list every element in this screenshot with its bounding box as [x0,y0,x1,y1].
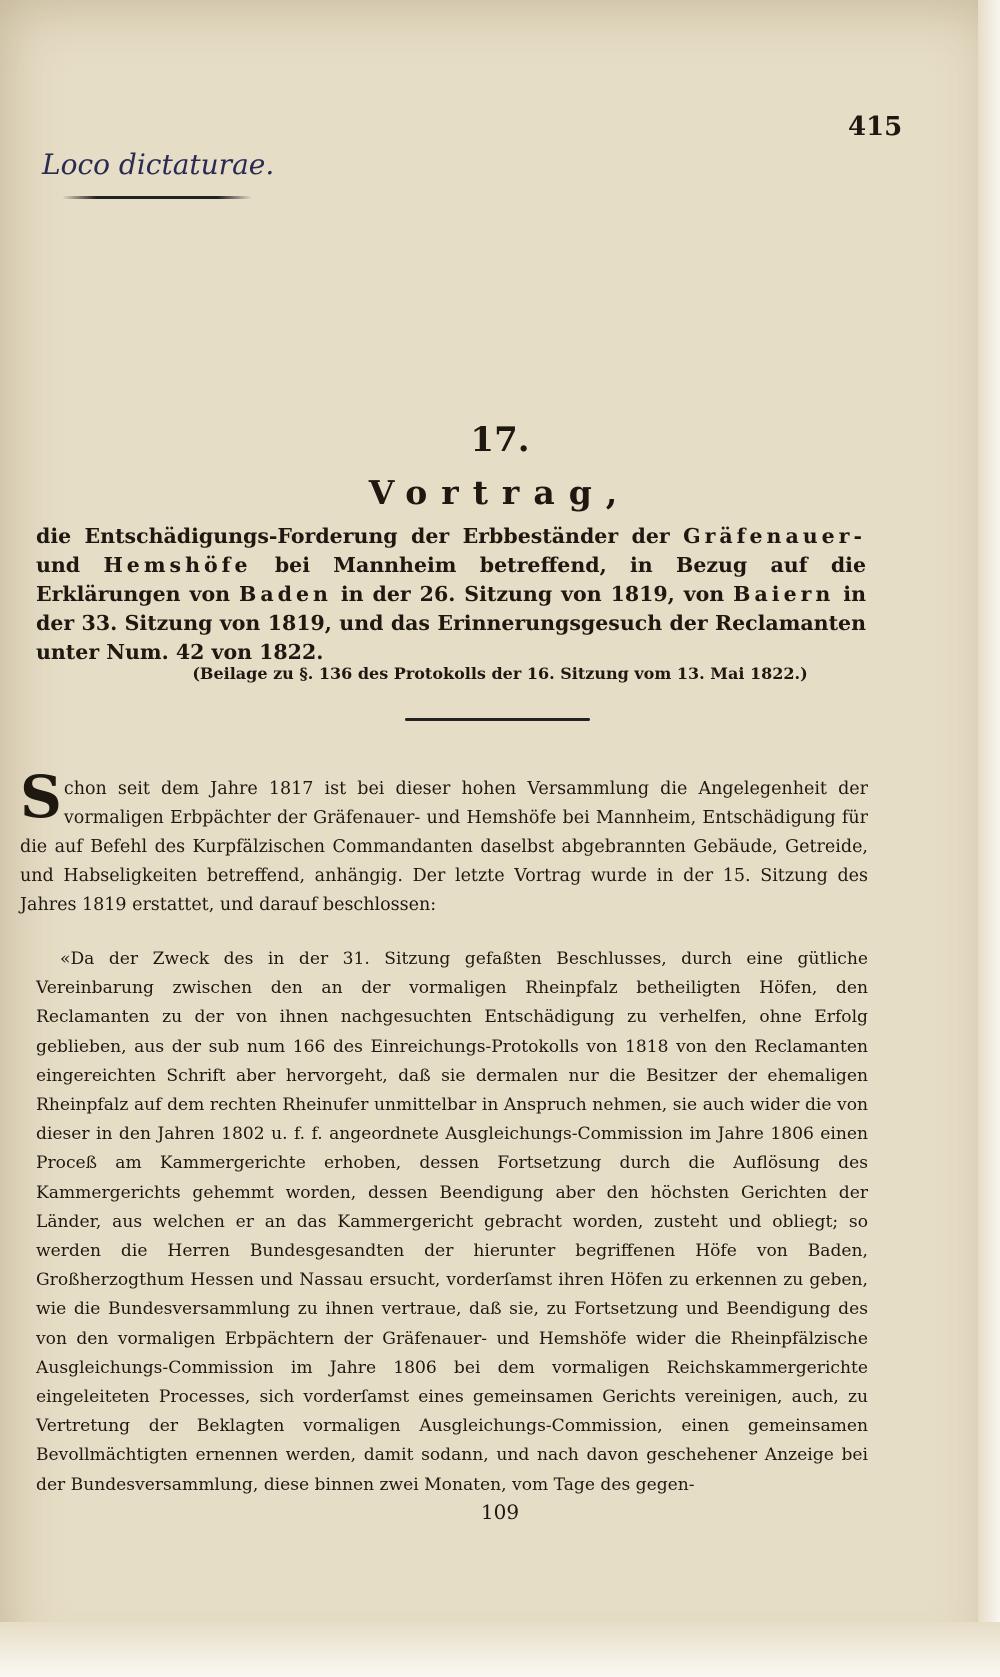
page-edge-bottom [0,1622,1000,1677]
document-title: Vortrag, [368,473,632,512]
resolution-quote-paragraph: «Da der Zweck des in der 31. Sitzung gefaßten Beschlusses, durch eine gütliche Vereinbarung zwischen den an der vormaligen Rheinpfalz betheiligten Höfen, den Reclamanten zu der von ihnen nachgesuchten Entschädigung zu verhelfen, ohne Erfolg geblieben, aus der sub num 166 des Einreichungs-Protokolls von 1818 von den Reclamanten eingereichten Schrift aber hervorgeht, daß sie dermalen nur die Besitzer der ehemaligen Rheinpfalz auf dem rechten Rheinufer unmittelbar in Anspruch nehmen, sie auch wider die von dieser in den Jahren 1802 u. f. f. angeordnete Ausgleichungs-Commission im Jahre 1806 einen Proceß am Kammergerichte erhoben, dessen Fortsetzung durch die Auflösung des Kammergerichts gehemmt worden, dessen Beendigung aber den höchsten Gerichten der Länder, aus welchen er an das Kammergericht gebracht worden, zusteht und obliegt; so werden die Herren Bundesgesandten der hierunter begriffenen Höfe von Baden, Großherzogthum Hessen und Nassau ersucht, vorderſamst ihren Höfen zu erkennen zu geben, wie die Bundesversammlung zu ihnen vertraue, daß sie, zu Fortsetzung und Beendigung des von den vormaligen Erbpächtern der Gräfenauer- und Hemshöfe wider die Rheinpfälzische Ausgleichungs-Commission im Jahre 1806 bei dem vormaligen Reichskammergerichte eingeleiteten Processes, sich vorderſamst eines gemeinsamen Gerichts vereinigen, auch, zu Vertretung der Beklagten vormaligen Ausgleichungs-Commission, einen gemeinsamen Bevollmächtigten ernennen werden, damit sodann, und nach davon geschehener Anzeige bei der Bundesversammlung, diese binnen zwei Monaten, vom Tage des gegen- [36,949,868,1495]
section-divider [405,718,590,721]
subtitle-text: und [36,553,104,577]
subtitle-name-baden: Baden [239,582,332,606]
subtitle-text: die Entschädigungs-Forderung der Erbbeständer der [36,524,684,548]
subtitle-name-baiern: Baiern [733,582,835,606]
subtitle-text: in der 26. Sitzung von 1819, von [331,582,734,606]
signature-mark: 109 [480,1500,520,1524]
page-number: 415 [848,112,903,142]
intro-paragraph [20,763,868,920]
page-edge-right [978,0,1000,1677]
section-number: 17. [470,420,530,460]
subtitle-text: bei Mannheim betreffend, in Bezug auf die Erklärungen von [36,553,866,606]
subtitle-name-hemshoefe: Hemshöfe [103,553,252,577]
subtitle-name-graefenauer: Gräfenauer- [683,524,866,548]
beilage-note: (Beilage zu §. 136 des Protokolls der 16. Sitzung vom 13. Mai 1822.) [192,664,808,683]
drop-cap: S [20,763,62,831]
loco-dictaturae-header: Loco dictaturae. [42,148,275,181]
header-rule [62,196,252,199]
subtitle-text: in der 33. Sitzung von 1819, und das Erinnerungsgesuch der Reclamanten unter Num. 42 von 1822. [36,582,866,664]
document-subtitle [36,522,866,667]
intro-text: chon seit dem Jahre 1817 ist bei dieser hohen Versammlung die Angelegenheit der vormaligen Erbpächter der Gräfenauer- und Hemshöfe bei Mannheim, Entschädigung für die auf Befehl des Kurpfälzischen Commandanten daselbst abgebrannten Gebäude, Getreide, und Habseligkeiten betreffend, anhängig. Der letzte Vortrag wurde in der 15. Sitzung des Jahres 1819 erstattet, und darauf beschlossen: [20,779,868,915]
